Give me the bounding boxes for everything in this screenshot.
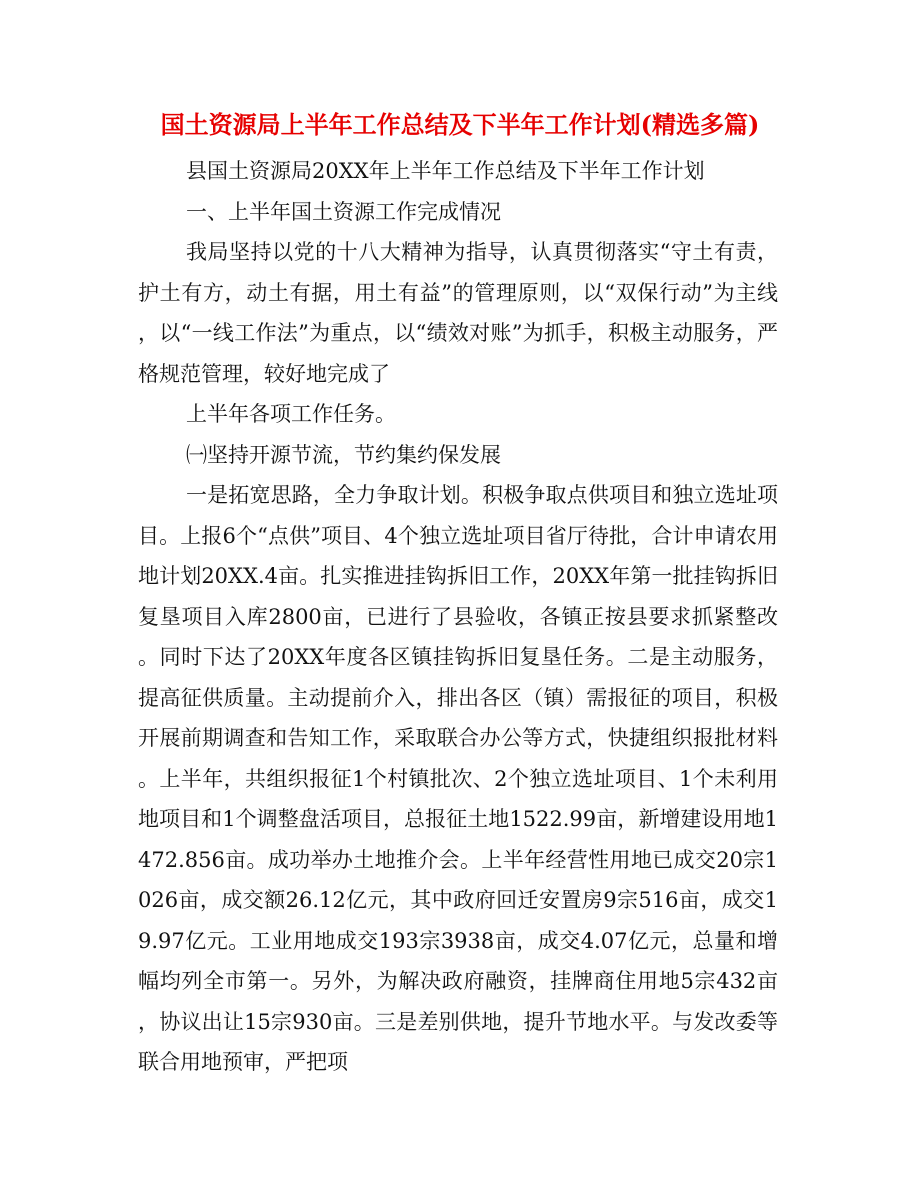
intro-continuation: 上半年各项工作任务。 <box>186 402 396 426</box>
document-title: 国土资源局上半年工作总结及下半年工作计划(精选多篇) <box>160 110 760 139</box>
subtitle-paragraph: 县国土资源局20XX年上半年工作总结及下半年工作计划 <box>186 159 705 183</box>
subsection-heading: ㈠坚持开源节流，节约集约保发展 <box>186 442 501 467</box>
intro-paragraph: 我局坚持以党的十八大精神为指导，认真贯彻落实“守土有责，护土有方，动土有据，用土有益”的管理原则，以“双保行动”为主线，以“一线工作法”为重点，以“绩效对账”为抓手，积极主动服务，严格规范管理，较好地完成了 <box>138 240 778 386</box>
section-heading: 一、上半年国土资源工作完成情况 <box>186 199 501 224</box>
document-body <box>138 151 778 1083</box>
body-paragraph: 一是拓宽思路，全力争取计划。积极争取点供项目和独立选址项目。上报6个“点供”项目、4个独立选址项目省厅待批，合计申请农用地计划20XX.4亩。扎实推进挂钩拆旧工作，20XX年第一批挂钩拆旧复垦项目入库2800亩，已进行了县验收，各镇正按县要求抓紧整改。同时下达了20XX年度各区镇挂钩拆旧复垦任务。二是主动服务，提高征供质量。主动提前介入，排出各区（镇）需报征的项目，积极开展前期调查和告知工作，采取联合办公等方式，快捷组织报批材料。上半年，共组织报征1个村镇批次、2个独立选址项目、1个未利用地项目和1个调整盘活项目，总报征土地1522.99亩，新增建设用地1472.856亩。成功举办土地推介会。上半年经营性用地已成交20宗1026亩，成交额26.12亿元，其中政府回迁安置房9宗516亩，成交19.97亿元。工业用地成交193宗3938亩，成交4.07亿元，总量和增幅均列全市第一。另外，为解决政府融资，挂牌商住用地5宗432亩，协议出让15宗930亩。三是差别供地，提升节地水平。与发改委等联合用地预审，严把项 <box>138 483 778 1074</box>
